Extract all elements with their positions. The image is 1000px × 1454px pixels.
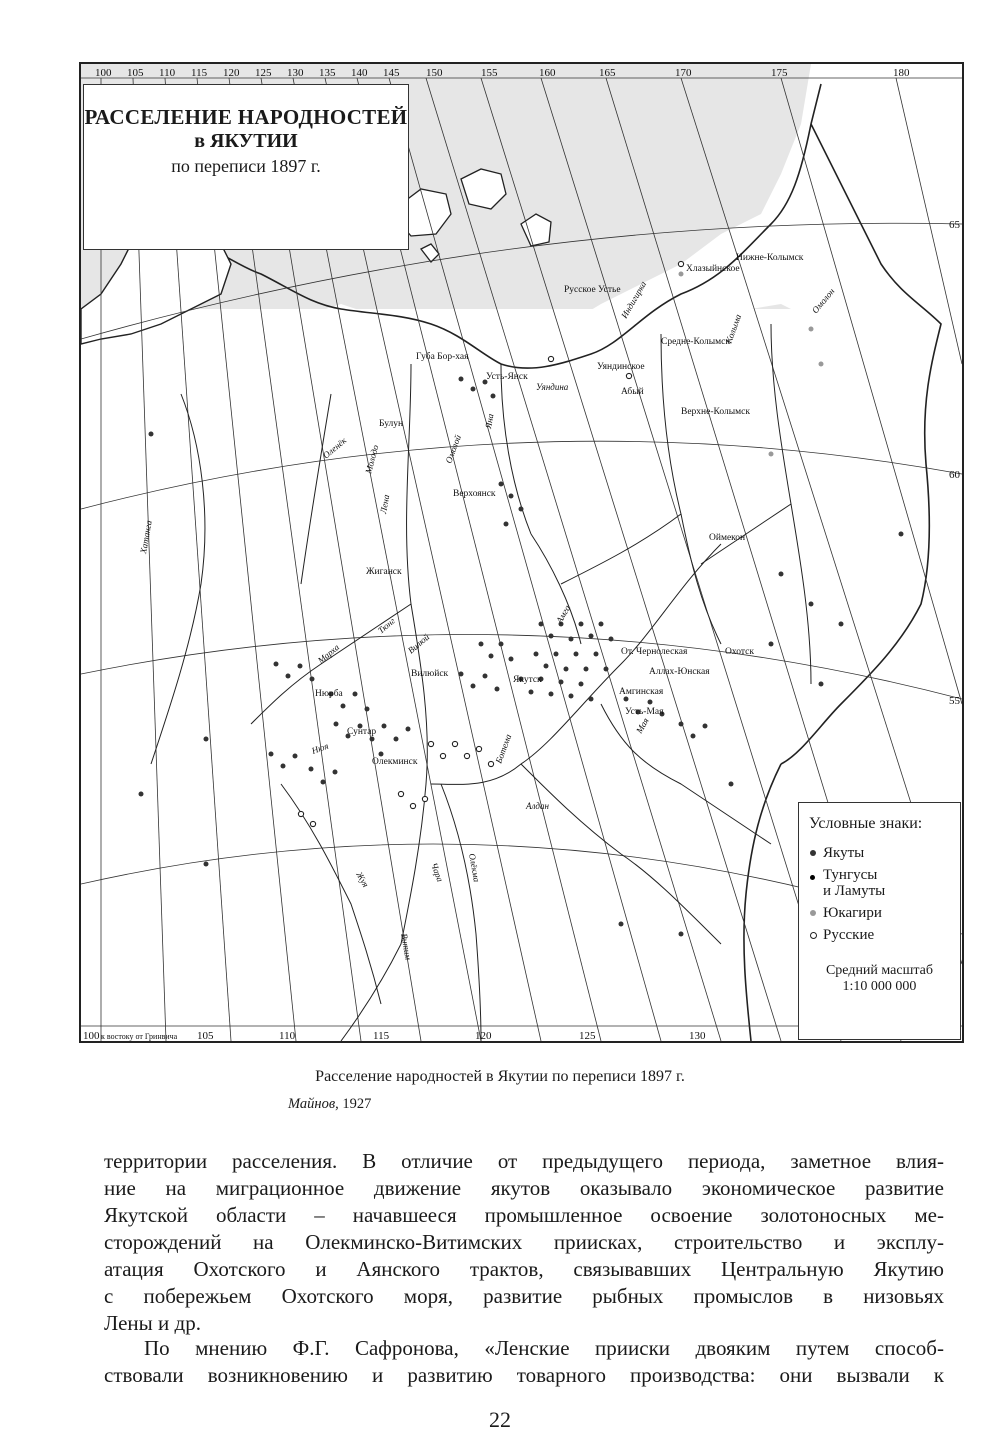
- svg-text:65: 65: [949, 219, 960, 231]
- svg-text:Русское Устье: Русское Устье: [564, 285, 621, 295]
- svg-text:Молодо: Молодо: [363, 443, 381, 475]
- legend-row-russians: [807, 927, 960, 943]
- legend-label-yakuts: Якуты: [823, 845, 865, 861]
- svg-text:Нюя: Нюя: [310, 740, 330, 756]
- svg-text:Уяндинское: Уяндинское: [597, 362, 645, 372]
- map-scale: [799, 963, 960, 995]
- scale-label: Средний масштаб: [825, 963, 934, 978]
- figure-source: [288, 1096, 371, 1113]
- svg-text:Усть-Янск: Усть-Янск: [486, 372, 528, 382]
- svg-text:125: 125: [255, 67, 272, 79]
- svg-text:Лена: Лена: [378, 493, 392, 515]
- svg-text:Вилюй: Вилюй: [405, 631, 432, 656]
- svg-text:150: 150: [426, 67, 443, 79]
- map-title-line3: по переписи 1897 г.: [171, 156, 321, 176]
- svg-text:125: 125: [579, 1030, 596, 1041]
- svg-text:Колыма: Колыма: [723, 312, 744, 345]
- svg-text:Жиганск: Жиганск: [366, 567, 402, 577]
- svg-text:От. Чернолеская: От. Чернолеская: [621, 647, 688, 657]
- svg-text:135: 135: [319, 67, 336, 79]
- figure-caption: Расселение народностей в Якутии по переписи 1897 г.: [315, 1068, 685, 1085]
- legend-row-tungus: [807, 867, 960, 899]
- svg-text:Аллах-Юнская: Аллах-Юнская: [649, 667, 710, 677]
- svg-text:Амгинская: Амгинская: [619, 687, 664, 697]
- svg-text:180: 180: [893, 67, 910, 79]
- svg-text:Охотск: Охотск: [725, 647, 754, 657]
- legend-label-tungus-2: и Ламуты: [823, 883, 886, 899]
- svg-text:Жуя: Жуя: [354, 870, 371, 889]
- svg-text:100: 100: [83, 1030, 100, 1041]
- svg-text:Оймекон: Оймекон: [709, 533, 746, 543]
- svg-text:Олекминск: Олекминск: [372, 757, 418, 767]
- text-line: По мнению Ф.Г. Сафронова, «Ленские прииски двояким путем способ-: [144, 1336, 944, 1360]
- svg-text:60: 60: [949, 469, 960, 481]
- svg-text:170: 170: [675, 67, 692, 79]
- text-line: атация Охотского и Аянского трактов, связывавших Центральную Якутию: [104, 1257, 944, 1281]
- paragraph-2: [104, 1335, 944, 1389]
- svg-text:Амга: Амга: [554, 603, 573, 625]
- svg-text:Омолой: Омолой: [443, 433, 463, 465]
- legend-label-yukagirs: Юкагири: [823, 905, 882, 921]
- tungus-dot-icon: [807, 867, 823, 883]
- scale-value: 1:10 000 000: [842, 979, 917, 994]
- svg-text:Витим: Витим: [399, 932, 414, 961]
- svg-text:Нюрба: Нюрба: [315, 689, 343, 699]
- svg-text:155: 155: [481, 67, 498, 79]
- svg-text:105: 105: [127, 67, 144, 79]
- text-line: Лены и др.: [104, 1311, 201, 1335]
- svg-text:110: 110: [159, 67, 176, 79]
- svg-text:Губа Бор-хая: Губа Бор-хая: [416, 352, 469, 362]
- legend-label-tungus-1: Тунгусы: [823, 867, 878, 883]
- svg-text:Сунтар: Сунтар: [347, 727, 377, 737]
- legend-label-russians: Русские: [823, 927, 875, 943]
- paragraph-1: [104, 1148, 944, 1337]
- svg-text:Омолон: Омолон: [809, 286, 837, 316]
- svg-text:120: 120: [223, 67, 240, 79]
- legend-row-yukagirs: [807, 905, 960, 921]
- svg-text:Верхоянск: Верхоянск: [453, 489, 496, 499]
- legend-title: Условные знаки:: [809, 815, 923, 832]
- text-line: ствовали возникновению и развитию товарного производства: они вызвали к: [104, 1363, 944, 1387]
- text-line: сторождений на Олекминско-Витимских приисках, строительство и эксплу-: [104, 1230, 944, 1254]
- svg-text:Чара: Чара: [429, 861, 446, 884]
- svg-text:Булун: Булун: [379, 419, 404, 429]
- text-line: с побережьем Охотского моря, развитие рыбных промыслов в низовьях: [104, 1284, 944, 1308]
- map-figure: [79, 62, 964, 1043]
- svg-text:Яна: Яна: [483, 412, 496, 430]
- svg-text:Тюнг: Тюнг: [375, 615, 397, 636]
- text-line: ние на миграционное движение якутов оказывало экономическое развитие: [104, 1176, 944, 1200]
- map-title-box: [83, 84, 409, 250]
- svg-text:175: 175: [771, 67, 788, 79]
- svg-text:Абый: Абый: [621, 387, 644, 397]
- svg-text:Хлазыйнское: Хлазыйнское: [686, 264, 740, 274]
- svg-text:Якутск: Якутск: [513, 675, 542, 685]
- svg-text:Индигирка: Индигирка: [619, 279, 649, 320]
- svg-text:165: 165: [599, 67, 616, 79]
- svg-text:120: 120: [475, 1030, 492, 1041]
- svg-text:Алдан: Алдан: [526, 801, 549, 811]
- svg-text:Нижне-Колымск: Нижне-Колымск: [736, 253, 804, 263]
- svg-text:130: 130: [689, 1030, 706, 1041]
- page-number: 22: [489, 1407, 511, 1432]
- svg-text:145: 145: [383, 67, 400, 79]
- svg-text:Средне-Колымск: Средне-Колымск: [661, 337, 730, 347]
- svg-text:130: 130: [287, 67, 304, 79]
- svg-text:Оленёк: Оленёк: [320, 435, 349, 461]
- russian-circle-icon: [807, 927, 823, 943]
- svg-text:Уяндина: Уяндина: [536, 382, 569, 392]
- svg-text:Хатанга: Хатанга: [138, 519, 154, 555]
- yakut-dot-icon: [807, 845, 823, 861]
- svg-text:Олёкма: Олёкма: [467, 852, 482, 883]
- svg-text:Верхне-Колымск: Верхне-Колымск: [681, 407, 750, 417]
- svg-text:Усть-Мая: Усть-Мая: [625, 707, 664, 717]
- svg-text:Ботема: Ботема: [493, 732, 514, 765]
- map-legend: [798, 802, 961, 1040]
- text-line: Якутской области – начавшееся промышленное освоение золотоносных ме-: [104, 1203, 944, 1227]
- svg-text:Мая: Мая: [634, 716, 651, 735]
- svg-text:115: 115: [191, 67, 208, 79]
- rivers: [151, 324, 811, 1041]
- svg-text:140: 140: [351, 67, 368, 79]
- source-year: , 1927: [335, 1096, 372, 1112]
- source-author: Майнов: [288, 1096, 336, 1112]
- svg-text:55: 55: [949, 695, 960, 707]
- svg-text:Марха: Марха: [315, 642, 342, 666]
- svg-text:Вилюйск: Вилюйск: [411, 669, 449, 679]
- svg-text:100: 100: [95, 67, 112, 79]
- yukagir-dot-icon: [807, 905, 823, 921]
- svg-text:к востоку от Гринвича: к востоку от Гринвича: [101, 1032, 178, 1041]
- text-line: территории расселения. В отличие от предыдущего периода, заметное влия-: [104, 1149, 944, 1173]
- svg-text:110: 110: [279, 1030, 296, 1041]
- map-title-line1: РАССЕЛЕНИЕ НАРОДНОСТЕЙ: [84, 105, 408, 129]
- map-title-line2: в ЯКУТИИ: [194, 130, 298, 152]
- legend-row-yakuts: [807, 845, 960, 861]
- bottom-longitude-labels: [83, 1030, 820, 1041]
- svg-text:105: 105: [197, 1030, 214, 1041]
- svg-text:160: 160: [539, 67, 556, 79]
- svg-text:115: 115: [373, 1030, 390, 1041]
